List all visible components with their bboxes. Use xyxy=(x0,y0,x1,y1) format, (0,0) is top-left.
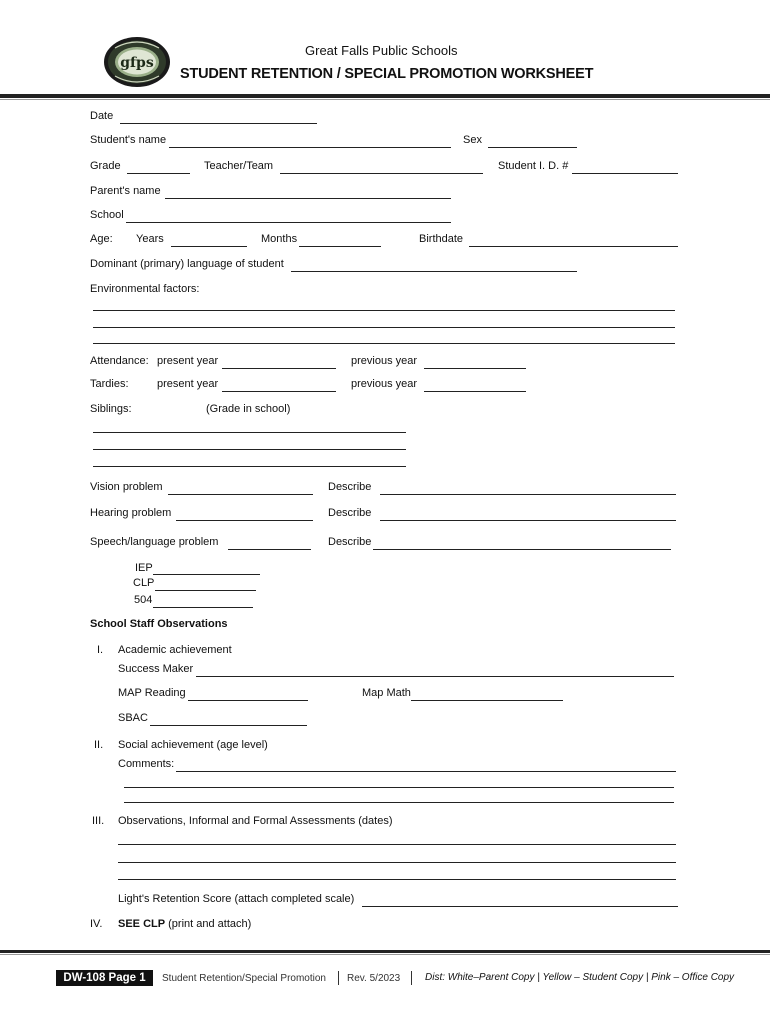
lights-retention-score-field[interactable] xyxy=(362,906,678,907)
school-field[interactable] xyxy=(126,222,451,223)
see-clp-rest: (print and attach) xyxy=(165,918,252,930)
see-clp-bold: SEE CLP xyxy=(118,918,166,930)
footer-revision: Rev. 5/2023 xyxy=(347,973,401,984)
environmental-factors-line-2[interactable] xyxy=(93,327,675,328)
section-iv-number: IV. xyxy=(90,918,103,930)
logo-text: gfps xyxy=(120,55,154,71)
success-maker-field[interactable] xyxy=(196,676,674,677)
tardies-present-label: present year xyxy=(157,378,219,390)
footer-rule xyxy=(0,950,770,953)
tardies-present-field[interactable] xyxy=(222,391,336,392)
grade-field[interactable] xyxy=(127,173,190,174)
footer-divider-1 xyxy=(338,971,339,985)
sex-label: Sex xyxy=(463,134,482,146)
hearing-describe-field[interactable] xyxy=(380,520,676,521)
map-math-label: Map Math xyxy=(362,687,411,699)
parents-name-field[interactable] xyxy=(165,198,451,199)
sex-field[interactable] xyxy=(488,147,577,148)
date-field[interactable] xyxy=(120,123,317,124)
map-reading-field[interactable] xyxy=(188,700,308,701)
speech-describe-field[interactable] xyxy=(373,549,671,550)
tardies-previous-field[interactable] xyxy=(424,391,526,392)
months-field[interactable] xyxy=(299,246,381,247)
page-title: STUDENT RETENTION / SPECIAL PROMOTION WORKSHEET xyxy=(180,66,594,82)
header-rule xyxy=(0,94,770,98)
speech-problem-label: Speech/language problem xyxy=(90,536,219,548)
vision-describe-label: Describe xyxy=(328,481,372,493)
district-logo xyxy=(103,36,171,88)
dominant-language-field[interactable] xyxy=(291,271,577,272)
siblings-line-2[interactable] xyxy=(93,449,406,450)
student-id-label: Student I. D. # xyxy=(498,160,569,172)
environmental-factors-line-3[interactable] xyxy=(93,343,675,344)
map-reading-label: MAP Reading xyxy=(118,687,186,699)
teacher-team-label: Teacher/Team xyxy=(204,160,274,172)
months-label: Months xyxy=(261,233,298,245)
iep-field[interactable] xyxy=(153,574,260,575)
observations-assessments-label: Observations, Informal and Formal Assessments (dates) xyxy=(118,815,393,827)
tardies-label: Tardies: xyxy=(90,378,129,390)
footer-divider-2 xyxy=(411,971,412,985)
birthdate-label: Birthdate xyxy=(419,233,464,245)
504-label: 504 xyxy=(134,594,153,606)
age-label: Age: xyxy=(90,233,113,245)
comments-line-2[interactable] xyxy=(124,787,674,788)
attendance-present-field[interactable] xyxy=(222,368,336,369)
years-label: Years xyxy=(136,233,164,245)
tardies-previous-label: previous year xyxy=(351,378,418,390)
siblings-label: Siblings: xyxy=(90,403,132,415)
students-name-label: Student's name xyxy=(90,134,167,146)
date-label: Date xyxy=(90,110,114,122)
vision-describe-field[interactable] xyxy=(380,494,676,495)
environmental-factors-label: Environmental factors: xyxy=(90,283,200,295)
attendance-previous-field[interactable] xyxy=(424,368,526,369)
school-label: School xyxy=(90,209,124,221)
vision-problem-label: Vision problem xyxy=(90,481,163,493)
clp-field[interactable] xyxy=(155,590,256,591)
success-maker-label: Success Maker xyxy=(118,663,194,675)
hearing-problem-field[interactable] xyxy=(176,520,313,521)
map-math-field[interactable] xyxy=(411,700,563,701)
siblings-line-1[interactable] xyxy=(93,432,406,433)
form-number-badge: DW-108 Page 1 xyxy=(56,970,153,986)
students-name-field[interactable] xyxy=(169,147,451,148)
dominant-language-label: Dominant (primary) language of student xyxy=(90,258,284,270)
social-achievement-label: Social achievement (age level) xyxy=(118,739,268,751)
attendance-label: Attendance: xyxy=(90,355,149,367)
comments-line-3[interactable] xyxy=(124,802,674,803)
clp-label: CLP xyxy=(133,577,155,589)
years-field[interactable] xyxy=(171,246,247,247)
environmental-factors-line-1[interactable] xyxy=(93,310,675,311)
siblings-line-3[interactable] xyxy=(93,466,406,467)
hearing-problem-label: Hearing problem xyxy=(90,507,172,519)
grade-in-school-label: (Grade in school) xyxy=(206,403,291,415)
school-name: Great Falls Public Schools xyxy=(305,43,458,58)
lights-retention-score-label: Light's Retention Score (attach completed scale) xyxy=(118,893,355,905)
footer-rule-thin xyxy=(0,954,770,955)
iep-label: IEP xyxy=(135,562,153,574)
vision-problem-field[interactable] xyxy=(168,494,313,495)
observations-line-2[interactable] xyxy=(118,862,676,863)
504-field[interactable] xyxy=(153,607,253,608)
comments-line-1[interactable] xyxy=(176,771,676,772)
hearing-describe-label: Describe xyxy=(328,507,372,519)
header-rule-thin xyxy=(0,99,770,100)
footer-doc-name: Student Retention/Special Promotion xyxy=(162,973,326,984)
staff-observations-heading: School Staff Observations xyxy=(90,618,228,630)
comments-label: Comments: xyxy=(118,758,175,770)
parents-name-label: Parent's name xyxy=(90,185,161,197)
teacher-team-field[interactable] xyxy=(280,173,483,174)
birthdate-field[interactable] xyxy=(469,246,678,247)
observations-line-1[interactable] xyxy=(118,844,676,845)
sbac-label: SBAC xyxy=(118,712,148,724)
attendance-previous-label: previous year xyxy=(351,355,418,367)
section-i-number: I. xyxy=(97,644,104,656)
grade-label: Grade xyxy=(90,160,121,172)
attendance-present-label: present year xyxy=(157,355,219,367)
section-iii-number: III. xyxy=(92,815,105,827)
student-id-field[interactable] xyxy=(572,173,678,174)
section-ii-number: II. xyxy=(94,739,104,751)
speech-problem-field[interactable] xyxy=(228,549,311,550)
footer-distribution: Dist: White–Parent Copy | Yellow – Student Copy | Pink – Office Copy xyxy=(425,972,735,983)
observations-line-3[interactable] xyxy=(118,879,676,880)
speech-describe-label: Describe xyxy=(328,536,372,548)
see-clp-text xyxy=(118,918,251,930)
academic-achievement-label: Academic achievement xyxy=(118,644,232,656)
sbac-field[interactable] xyxy=(150,725,307,726)
